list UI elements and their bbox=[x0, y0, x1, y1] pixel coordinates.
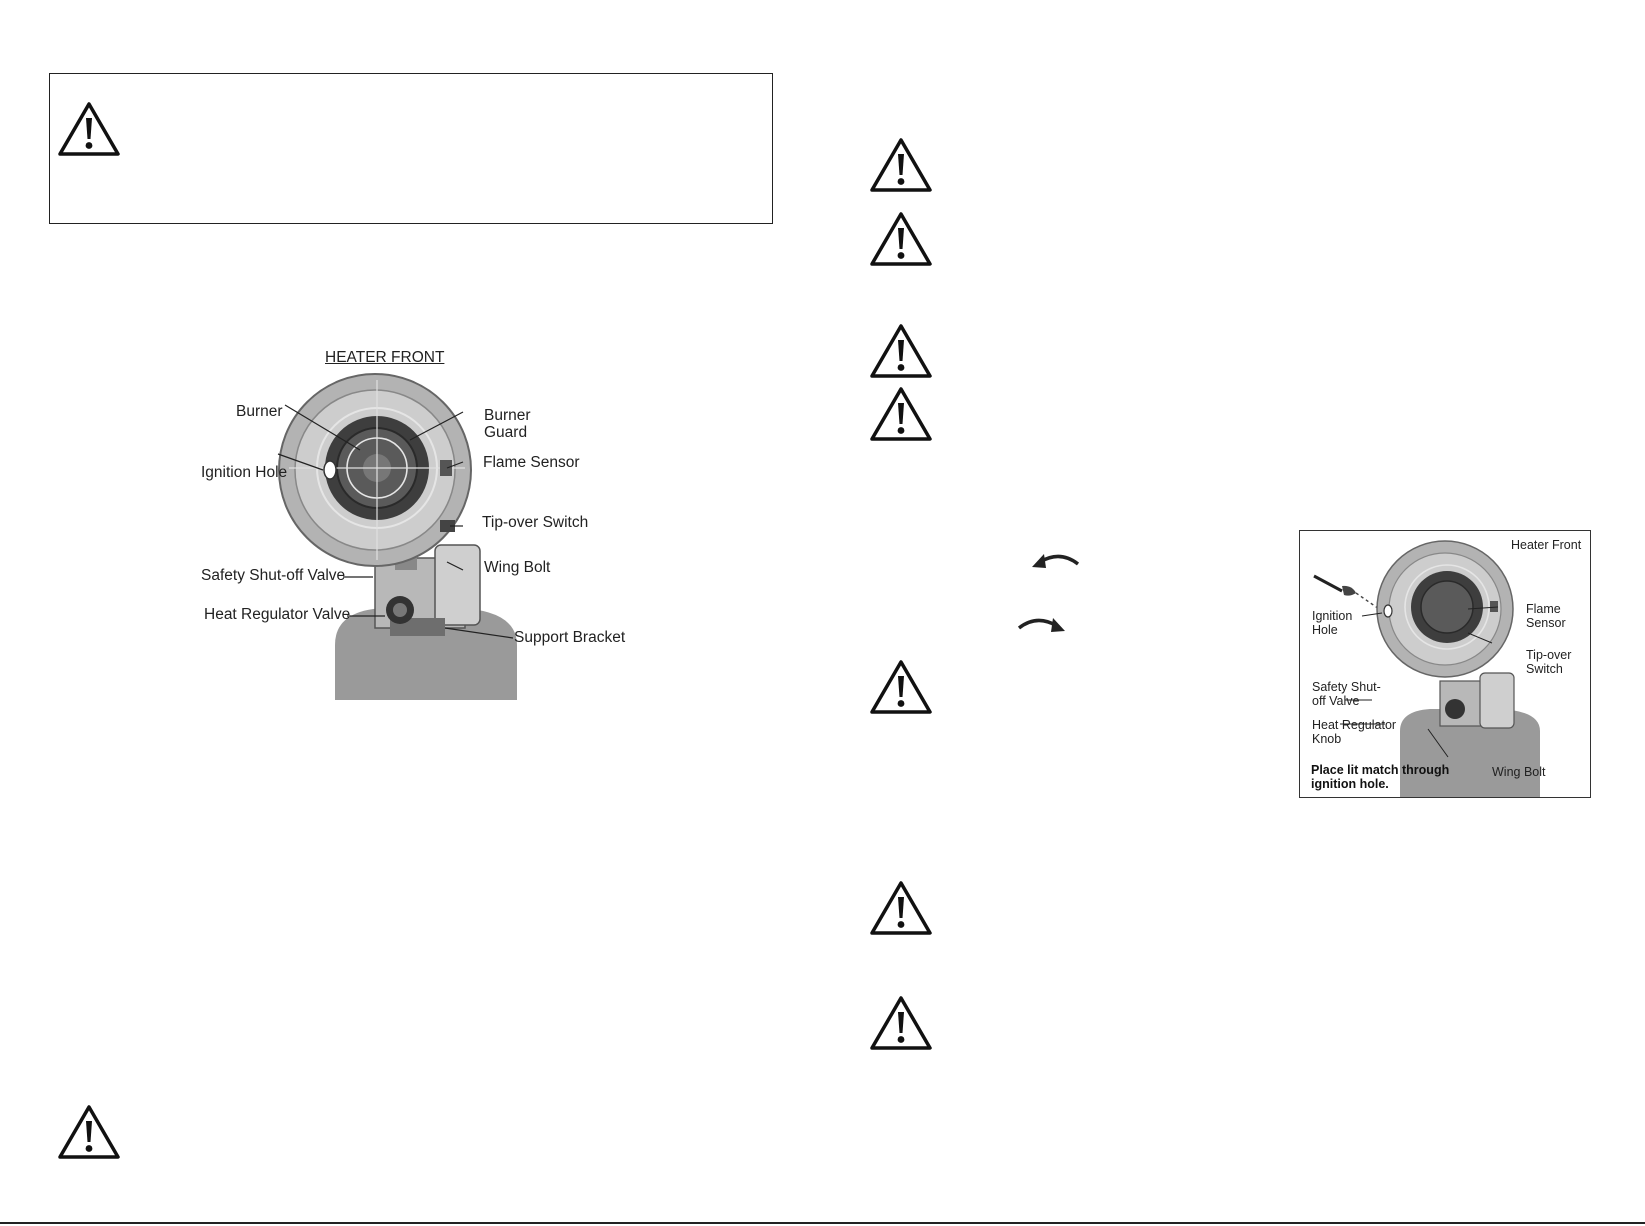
warning-triangle-icon bbox=[869, 386, 933, 442]
warning-box bbox=[49, 73, 773, 224]
rotate-counterclockwise-arrow-icon bbox=[1030, 548, 1082, 572]
label-flame-sensor: Flame Sensor bbox=[483, 454, 580, 471]
label-ignition-hole: Ignition Hole bbox=[201, 464, 288, 481]
lighting-label-flame-sensor: Flame Sensor bbox=[1526, 602, 1566, 630]
page-bottom-rule bbox=[0, 1222, 1645, 1224]
rotate-clockwise-arrow-icon bbox=[1015, 612, 1067, 636]
warning-triangle-icon bbox=[869, 211, 933, 267]
warning-triangle-icon bbox=[57, 101, 121, 157]
lighting-label-wing-bolt: Wing Bolt bbox=[1492, 765, 1546, 779]
lighting-instruction: Place lit match through ignition hole. bbox=[1311, 763, 1450, 791]
warning-triangle-icon bbox=[869, 137, 933, 193]
label-safety-shutoff-valve: Safety Shut-off Valve bbox=[201, 567, 346, 584]
lighting-figure-title: Heater Front bbox=[1511, 538, 1582, 552]
label-burner: Burner bbox=[236, 403, 283, 420]
warning-triangle-icon bbox=[57, 1104, 121, 1160]
label-tip-over-switch: Tip-over Switch bbox=[482, 514, 589, 531]
lighting-label-safety-shutoff-valve: Safety Shut-off Valve bbox=[1312, 680, 1381, 708]
lighting-label-tip-over-switch: Tip-over Switch bbox=[1526, 648, 1572, 676]
lighting-label-ignition-hole: Ignition Hole bbox=[1312, 609, 1353, 637]
label-support-bracket: Support Bracket bbox=[514, 629, 626, 646]
label-wing-bolt: Wing Bolt bbox=[484, 559, 551, 576]
figure-title-heater-front: HEATER FRONT bbox=[325, 349, 445, 366]
label-burner-guard: Burner Guard bbox=[484, 407, 531, 441]
warning-triangle-icon bbox=[869, 323, 933, 379]
warning-triangle-icon bbox=[869, 995, 933, 1051]
label-heat-regulator-valve: Heat Regulator Valve bbox=[204, 606, 351, 623]
warning-triangle-icon bbox=[869, 659, 933, 715]
warning-triangle-icon bbox=[869, 880, 933, 936]
lighting-label-heat-regulator-knob: Heat Regulator Knob bbox=[1312, 718, 1397, 746]
